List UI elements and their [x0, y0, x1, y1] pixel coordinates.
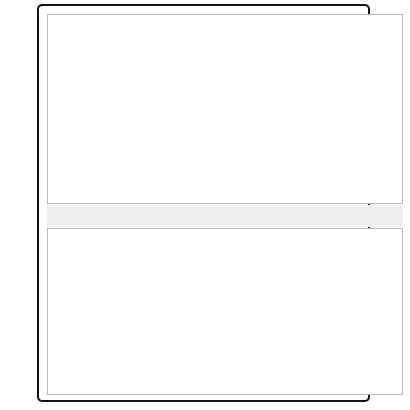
week-page-top [47, 14, 403, 204]
week-page-bottom [47, 228, 403, 395]
planner-frame [37, 4, 370, 402]
page-gap [47, 205, 403, 227]
